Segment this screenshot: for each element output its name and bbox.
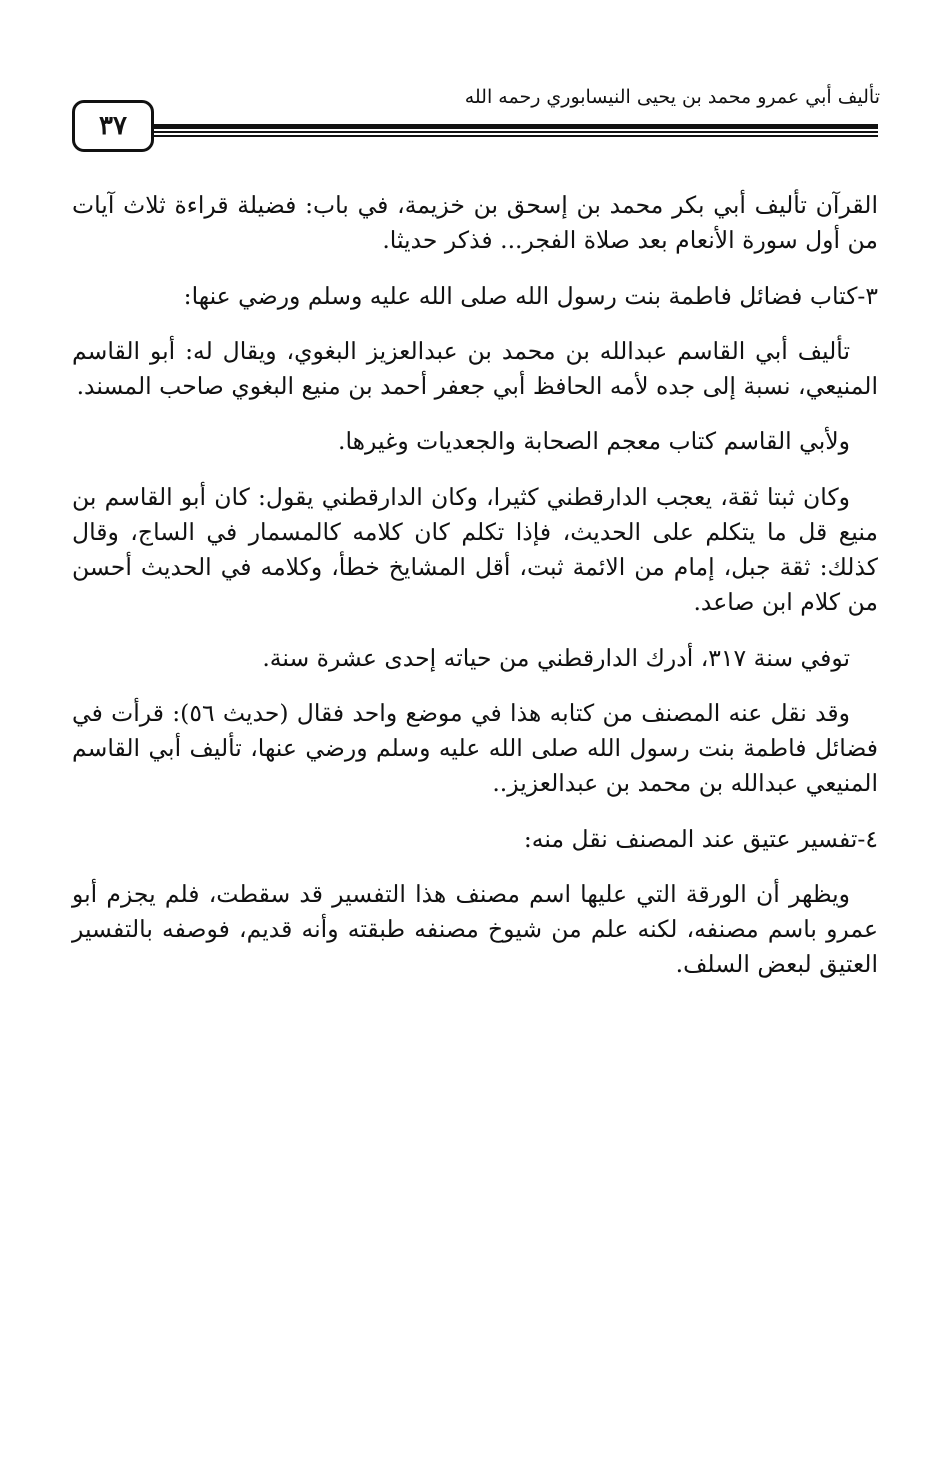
paragraph: ويظهر أن الورقة التي عليها اسم مصنف هذا التفسير قد سقطت، فلم يجزم أبو عمرو باسم مصنفه، لكنه علم من شيوخ مصنفه طبقته وأنه قديم، فوصفه بالتفسير العتيق لبعض السلف. bbox=[72, 879, 878, 979]
page-number: ٣٧ bbox=[72, 100, 154, 152]
paragraph: توفي سنة ٣١٧، أدرك الدارقطني من حياته إحدى عشرة سنة. bbox=[262, 643, 850, 672]
header-rule-thin bbox=[154, 131, 878, 133]
header-rule-thick bbox=[154, 124, 878, 129]
paragraph: تأليف أبي القاسم عبدالله بن محمد بن عبدالعزيز البغوي، ويقال له: أبو القاسم المنيعي، نسبة إلى جده لأمه الحافظ أبي جعفر أحمد بن منيع البغوي صاحب المسند. bbox=[72, 336, 878, 400]
running-title: تأليف أبي عمرو محمد بن يحيى النيسابوري رحمه الله bbox=[464, 86, 880, 108]
section-heading: ٣-كتاب فضائل فاطمة بنت رسول الله صلى الله عليه وسلم ورضي عنها: bbox=[183, 281, 878, 310]
section-heading: ٤-تفسير عتيق عند المصنف نقل منه: bbox=[523, 824, 878, 853]
paragraph: وكان ثبتا ثقة، يعجب الدارقطني كثيرا، وكان الدارقطني يقول: كان أبو القاسم بن منيع قل ما يتكلم على الحديث، فإذا تكلم كان كلامه كالمسمار في الساج، وقال كذلك: ثقة جبل، إمام من الائمة ثبت، أقل المشايخ خطأ، وكلامه في الحديث أحسن من كلام ابن صاعد. bbox=[72, 482, 878, 617]
paragraph: القرآن تأليف أبي بكر محمد بن إسحق بن خزيمة، في باب: فضيلة قراءة ثلاث آيات من أول سورة الأنعام بعد صلاة الفجر... فذكر حديثا. bbox=[72, 191, 878, 255]
paragraph: ولأبي القاسم كتاب معجم الصحابة والجعديات وغيرها. bbox=[337, 427, 850, 456]
paragraph: وقد نقل عنه المصنف من كتابه هذا في موضع واحد فقال (حديث ٥٦): قرأت في فضائل فاطمة بنت رسول الله صلى الله عليه وسلم ورضي عنها، تأليف أبي القاسم المنيعي عبدالله بن محمد بن عبدالعزيز.. bbox=[72, 698, 878, 798]
header-rule-thin bbox=[154, 135, 878, 137]
body-text bbox=[72, 188, 878, 1003]
